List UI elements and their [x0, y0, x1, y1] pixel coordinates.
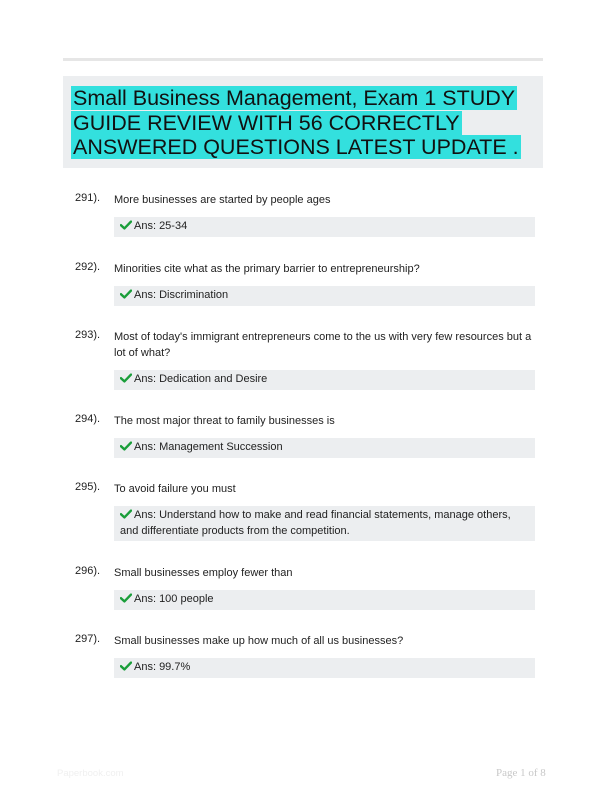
question-text: Most of today's immigrant entrepreneurs come to the us with very few resources but a lot of what? [114, 331, 532, 359]
answer-box [114, 370, 535, 390]
answer-text: Ans: Discrimination [134, 289, 229, 301]
answer-text: Ans: Understand how to make and read financial statements, manage others, and differentiate products from the competition. [120, 509, 511, 537]
title-box [63, 76, 543, 168]
document-title: Small Business Management, Exam 1 STUDY GUIDE REVIEW WITH 56 CORRECTLY ANSWERED QUESTIONS LATEST UPDATE . [73, 86, 519, 159]
question-number: 293). [75, 329, 101, 341]
check-icon [120, 220, 132, 230]
check-icon [120, 593, 132, 603]
answer-text: Ans: 100 people [134, 593, 214, 605]
question-number: 291). [75, 192, 101, 204]
check-icon [120, 441, 132, 451]
question-number: 297). [75, 633, 101, 645]
answer-box [114, 217, 535, 237]
answer-text: Ans: Dedication and Desire [134, 373, 268, 385]
question-text: Minorities cite what as the primary barrier to entrepreneurship? [114, 263, 420, 275]
page-number: Page 1 of 8 [496, 767, 546, 779]
question-text: To avoid failure you must [114, 483, 236, 495]
question-text: Small businesses employ fewer than [114, 567, 293, 579]
check-icon [120, 509, 132, 519]
answer-box [114, 658, 535, 678]
footer-watermark: Paperbook.com [57, 768, 124, 779]
question-number: 292). [75, 261, 101, 273]
top-divider [63, 58, 543, 61]
question-number: 294). [75, 413, 101, 425]
answer-text: Ans: Management Succession [134, 441, 283, 453]
answer-box [114, 438, 535, 458]
check-icon [120, 289, 132, 299]
answer-text: Ans: 99.7% [134, 661, 191, 673]
question-number: 295). [75, 481, 101, 493]
question-text: The most major threat to family businesses is [114, 415, 335, 427]
check-icon [120, 373, 132, 383]
check-icon [120, 661, 132, 671]
question-number: 296). [75, 565, 101, 577]
question-text: More businesses are started by people ages [114, 194, 331, 206]
answer-box [114, 590, 535, 610]
answer-box [114, 286, 535, 306]
answer-text: Ans: 25-34 [134, 220, 188, 232]
answer-box [114, 506, 535, 541]
question-text: Small businesses make up how much of all us businesses? [114, 635, 404, 647]
